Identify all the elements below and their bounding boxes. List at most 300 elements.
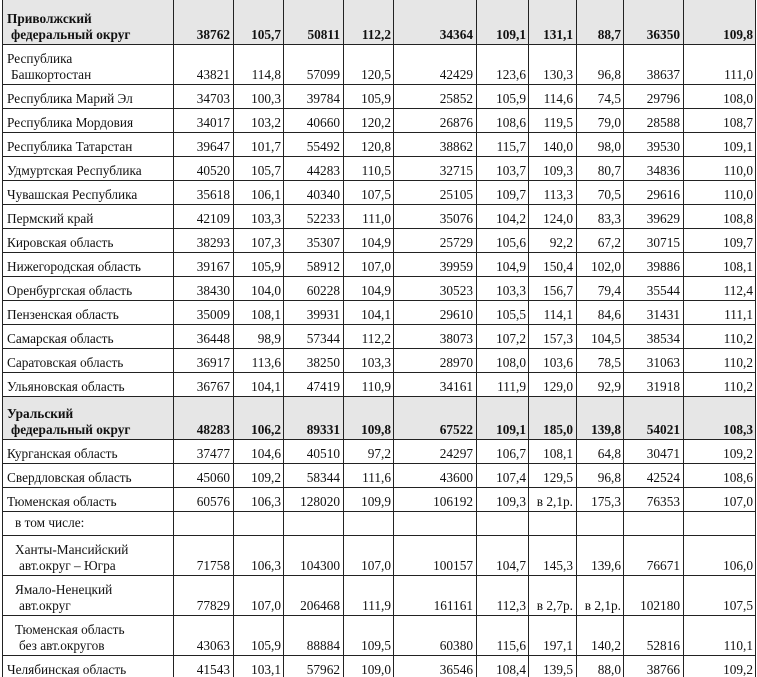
- federal-district-row: [3, 0, 756, 45]
- value-cell: 30471: [624, 440, 684, 464]
- value-cell: 106,3: [234, 488, 284, 512]
- value-cell: 109,3: [477, 488, 529, 512]
- empty-cell: [234, 512, 284, 536]
- value-cell: 36767: [174, 373, 234, 397]
- value-cell: 26876: [394, 109, 477, 133]
- value-cell: 114,1: [529, 301, 577, 325]
- region-name-line: Республика: [7, 51, 73, 66]
- value-cell: 57962: [284, 656, 344, 677]
- region-row: [3, 181, 756, 205]
- region-name-cell: [3, 229, 174, 253]
- empty-cell: [344, 512, 394, 536]
- value-cell: 108,4: [477, 656, 529, 677]
- value-cell: 70,5: [577, 181, 624, 205]
- value-cell: 108,8: [684, 205, 756, 229]
- value-cell: 52233: [284, 205, 344, 229]
- region-name-cell: [3, 45, 174, 85]
- value-cell: 92,9: [577, 373, 624, 397]
- value-cell: 44283: [284, 157, 344, 181]
- region-name-line: Чувашская Республика: [7, 187, 138, 202]
- value-cell: 34017: [174, 109, 234, 133]
- value-cell: 36917: [174, 349, 234, 373]
- region-name-line: Республика Татарстан: [7, 139, 133, 154]
- value-cell: 39959: [394, 253, 477, 277]
- value-cell: 25105: [394, 181, 477, 205]
- region-name-line: Оренбургская область: [7, 283, 133, 298]
- value-cell: 34703: [174, 85, 234, 109]
- empty-cell: [174, 512, 234, 536]
- region-name-cell: [3, 488, 174, 512]
- value-cell: 32715: [394, 157, 477, 181]
- value-cell: 79,0: [577, 109, 624, 133]
- region-row: [3, 253, 756, 277]
- value-cell: 76353: [624, 488, 684, 512]
- region-name-line: Ханты-Мансийский: [15, 542, 129, 557]
- value-cell: 109,1: [684, 133, 756, 157]
- value-cell: 109,1: [477, 0, 529, 45]
- value-cell: 34364: [394, 0, 477, 45]
- value-cell: 88,7: [577, 0, 624, 45]
- value-cell: 54021: [624, 397, 684, 440]
- value-cell: 55492: [284, 133, 344, 157]
- value-cell: 35009: [174, 301, 234, 325]
- region-row: [3, 373, 756, 397]
- region-name-line: федеральный округ: [11, 27, 131, 42]
- value-cell: 102,0: [577, 253, 624, 277]
- region-name-line: Приволжский: [7, 11, 92, 26]
- regional-statistics-table: [2, 0, 756, 677]
- value-cell: 39931: [284, 301, 344, 325]
- value-cell: 96,8: [577, 464, 624, 488]
- region-name-cell: [3, 85, 174, 109]
- value-cell: 105,9: [234, 253, 284, 277]
- value-cell: 107,0: [344, 536, 394, 576]
- region-name-line: Башкортостан: [11, 67, 92, 82]
- value-cell: 139,8: [577, 397, 624, 440]
- region-row: [3, 277, 756, 301]
- value-cell: 28588: [624, 109, 684, 133]
- region-name-cell: [3, 109, 174, 133]
- value-cell: 110,9: [344, 373, 394, 397]
- value-cell: 113,3: [529, 181, 577, 205]
- value-cell: 108,1: [684, 253, 756, 277]
- region-row: [3, 85, 756, 109]
- value-cell: 40510: [284, 440, 344, 464]
- value-cell: 140,0: [529, 133, 577, 157]
- region-row: [3, 325, 756, 349]
- empty-cell: [684, 512, 756, 536]
- value-cell: 25852: [394, 85, 477, 109]
- value-cell: 98,0: [577, 133, 624, 157]
- value-cell: 109,2: [234, 464, 284, 488]
- value-cell: 58912: [284, 253, 344, 277]
- region-name-line: Ямало-Ненецкий: [15, 582, 113, 597]
- value-cell: 103,7: [477, 157, 529, 181]
- value-cell: 114,6: [529, 85, 577, 109]
- value-cell: 108,7: [684, 109, 756, 133]
- value-cell: 39647: [174, 133, 234, 157]
- value-cell: в 2,1р.: [529, 488, 577, 512]
- value-cell: 109,9: [344, 488, 394, 512]
- region-name-line: Удмуртская Республика: [7, 163, 142, 178]
- value-cell: 106192: [394, 488, 477, 512]
- value-cell: 109,3: [529, 157, 577, 181]
- value-cell: 38862: [394, 133, 477, 157]
- value-cell: 111,1: [684, 301, 756, 325]
- value-cell: 108,3: [684, 397, 756, 440]
- value-cell: 109,8: [684, 0, 756, 45]
- value-cell: 67,2: [577, 229, 624, 253]
- value-cell: 41543: [174, 656, 234, 677]
- region-name-cell: [3, 133, 174, 157]
- value-cell: 115,6: [477, 616, 529, 656]
- value-cell: 129,0: [529, 373, 577, 397]
- value-cell: 104,0: [234, 277, 284, 301]
- value-cell: 104,1: [344, 301, 394, 325]
- value-cell: 105,9: [344, 85, 394, 109]
- empty-cell: [394, 512, 477, 536]
- value-cell: 31431: [624, 301, 684, 325]
- region-name-line: Пермский край: [7, 211, 94, 226]
- value-cell: 107,2: [477, 325, 529, 349]
- value-cell: 36448: [174, 325, 234, 349]
- value-cell: 106,3: [234, 536, 284, 576]
- value-cell: 31063: [624, 349, 684, 373]
- value-cell: 185,0: [529, 397, 577, 440]
- region-name-line: Пензенская область: [7, 307, 119, 322]
- value-cell: 109,8: [344, 397, 394, 440]
- value-cell: 112,4: [684, 277, 756, 301]
- value-cell: 100157: [394, 536, 477, 576]
- value-cell: 110,0: [684, 181, 756, 205]
- value-cell: 106,0: [684, 536, 756, 576]
- region-row: [3, 133, 756, 157]
- value-cell: 109,7: [684, 229, 756, 253]
- value-cell: 110,1: [684, 616, 756, 656]
- value-cell: 108,1: [234, 301, 284, 325]
- value-cell: 30715: [624, 229, 684, 253]
- value-cell: 111,9: [344, 576, 394, 616]
- value-cell: 38430: [174, 277, 234, 301]
- federal-district-row: [3, 397, 756, 440]
- region-name-cell: [3, 301, 174, 325]
- value-cell: 97,2: [344, 440, 394, 464]
- value-cell: 120,8: [344, 133, 394, 157]
- value-cell: 38534: [624, 325, 684, 349]
- value-cell: 111,9: [477, 373, 529, 397]
- region-row: [3, 656, 756, 677]
- value-cell: в 2,7р.: [529, 576, 577, 616]
- region-name-line: авт.округ – Югра: [19, 558, 116, 573]
- value-cell: 120,2: [344, 109, 394, 133]
- value-cell: 110,2: [684, 373, 756, 397]
- value-cell: 112,2: [344, 0, 394, 45]
- value-cell: 106,7: [477, 440, 529, 464]
- value-cell: в 2,1р.: [577, 576, 624, 616]
- value-cell: 38293: [174, 229, 234, 253]
- district-name-cell: [3, 0, 174, 45]
- region-row: [3, 205, 756, 229]
- value-cell: 76671: [624, 536, 684, 576]
- value-cell: 115,7: [477, 133, 529, 157]
- value-cell: 77829: [174, 576, 234, 616]
- value-cell: 105,7: [234, 0, 284, 45]
- autonomous-okrug-row: [3, 576, 756, 616]
- value-cell: 57099: [284, 45, 344, 85]
- value-cell: 103,3: [344, 349, 394, 373]
- value-cell: 29616: [624, 181, 684, 205]
- value-cell: 47419: [284, 373, 344, 397]
- value-cell: 107,0: [344, 253, 394, 277]
- value-cell: 123,6: [477, 45, 529, 85]
- region-row: [3, 157, 756, 181]
- value-cell: 58344: [284, 464, 344, 488]
- value-cell: 57344: [284, 325, 344, 349]
- value-cell: 40660: [284, 109, 344, 133]
- value-cell: 175,3: [577, 488, 624, 512]
- empty-cell: [577, 512, 624, 536]
- value-cell: 108,0: [477, 349, 529, 373]
- region-name-line: без авт.округов: [19, 638, 105, 653]
- value-cell: 43821: [174, 45, 234, 85]
- region-name-line: Курганская область: [7, 446, 118, 461]
- value-cell: 101,7: [234, 133, 284, 157]
- value-cell: 104,6: [234, 440, 284, 464]
- value-cell: 42429: [394, 45, 477, 85]
- value-cell: 124,0: [529, 205, 577, 229]
- value-cell: 108,6: [477, 109, 529, 133]
- value-cell: 50811: [284, 0, 344, 45]
- value-cell: 139,6: [577, 536, 624, 576]
- value-cell: 78,5: [577, 349, 624, 373]
- value-cell: 48283: [174, 397, 234, 440]
- region-row: [3, 109, 756, 133]
- region-name-line: Республика Марий Эл: [7, 91, 133, 106]
- value-cell: 38637: [624, 45, 684, 85]
- value-cell: 131,1: [529, 0, 577, 45]
- region-name-cell: [3, 373, 174, 397]
- value-cell: 107,3: [234, 229, 284, 253]
- value-cell: 74,5: [577, 85, 624, 109]
- caption-cell: [3, 512, 174, 536]
- value-cell: 109,7: [477, 181, 529, 205]
- autonomous-okrug-row: [3, 536, 756, 576]
- region-name-line: Ульяновская область: [7, 379, 125, 394]
- value-cell: 120,5: [344, 45, 394, 85]
- value-cell: 36546: [394, 656, 477, 677]
- region-row: [3, 488, 756, 512]
- value-cell: 140,2: [577, 616, 624, 656]
- value-cell: 29610: [394, 301, 477, 325]
- value-cell: 108,0: [684, 85, 756, 109]
- value-cell: 105,7: [234, 157, 284, 181]
- value-cell: 30523: [394, 277, 477, 301]
- value-cell: 38762: [174, 0, 234, 45]
- region-name-cell: [3, 205, 174, 229]
- region-name-line: Республика Мордовия: [7, 115, 134, 130]
- value-cell: 88,0: [577, 656, 624, 677]
- value-cell: 110,2: [684, 325, 756, 349]
- region-name-line: Тюменская область: [15, 622, 125, 637]
- region-name-line: Свердловская область: [7, 470, 132, 485]
- value-cell: 108,1: [529, 440, 577, 464]
- value-cell: 60576: [174, 488, 234, 512]
- value-cell: 84,6: [577, 301, 624, 325]
- region-name-line: Саратовская область: [7, 355, 124, 370]
- region-name-cell: [3, 181, 174, 205]
- value-cell: 109,2: [684, 440, 756, 464]
- value-cell: 107,5: [344, 181, 394, 205]
- value-cell: 42524: [624, 464, 684, 488]
- region-name-cell: [3, 464, 174, 488]
- value-cell: 88884: [284, 616, 344, 656]
- empty-cell: [529, 512, 577, 536]
- district-name-cell: [3, 397, 174, 440]
- region-name-line: Кировская область: [7, 235, 114, 250]
- value-cell: 111,0: [684, 45, 756, 85]
- value-cell: 52816: [624, 616, 684, 656]
- region-name-line: Нижегородская область: [7, 259, 141, 274]
- value-cell: 34161: [394, 373, 477, 397]
- value-cell: 103,6: [529, 349, 577, 373]
- region-row: [3, 301, 756, 325]
- value-cell: 156,7: [529, 277, 577, 301]
- value-cell: 60228: [284, 277, 344, 301]
- region-row: [3, 229, 756, 253]
- value-cell: 104,9: [344, 229, 394, 253]
- value-cell: 106,1: [234, 181, 284, 205]
- value-cell: 89331: [284, 397, 344, 440]
- value-cell: 28970: [394, 349, 477, 373]
- value-cell: 39784: [284, 85, 344, 109]
- value-cell: 206468: [284, 576, 344, 616]
- region-name-cell: [3, 325, 174, 349]
- region-name-cell: [3, 157, 174, 181]
- value-cell: 109,2: [684, 656, 756, 677]
- region-row: [3, 45, 756, 85]
- value-cell: 38766: [624, 656, 684, 677]
- empty-cell: [624, 512, 684, 536]
- value-cell: 39167: [174, 253, 234, 277]
- value-cell: 129,5: [529, 464, 577, 488]
- region-name-cell: [3, 277, 174, 301]
- value-cell: 109,5: [344, 616, 394, 656]
- value-cell: 39886: [624, 253, 684, 277]
- value-cell: 130,3: [529, 45, 577, 85]
- empty-cell: [284, 512, 344, 536]
- value-cell: 108,6: [684, 464, 756, 488]
- value-cell: 111,0: [344, 205, 394, 229]
- value-cell: 107,0: [684, 488, 756, 512]
- value-cell: 157,3: [529, 325, 577, 349]
- value-cell: 45060: [174, 464, 234, 488]
- value-cell: 64,8: [577, 440, 624, 464]
- value-cell: 104,7: [477, 536, 529, 576]
- empty-cell: [477, 512, 529, 536]
- region-name-cell: [3, 616, 174, 656]
- value-cell: 96,8: [577, 45, 624, 85]
- value-cell: 39629: [624, 205, 684, 229]
- region-name-line: Челябинская область: [7, 662, 127, 677]
- value-cell: 110,2: [684, 349, 756, 373]
- value-cell: 103,2: [234, 109, 284, 133]
- value-cell: 29796: [624, 85, 684, 109]
- value-cell: 104,9: [477, 253, 529, 277]
- value-cell: 104300: [284, 536, 344, 576]
- value-cell: 35076: [394, 205, 477, 229]
- region-name-cell: [3, 253, 174, 277]
- region-name-cell: [3, 576, 174, 616]
- value-cell: 111,6: [344, 464, 394, 488]
- value-cell: 98,9: [234, 325, 284, 349]
- region-name-cell: [3, 656, 174, 677]
- value-cell: 79,4: [577, 277, 624, 301]
- value-cell: 110,0: [684, 157, 756, 181]
- value-cell: 40340: [284, 181, 344, 205]
- value-cell: 105,5: [477, 301, 529, 325]
- value-cell: 42109: [174, 205, 234, 229]
- region-name-cell: [3, 536, 174, 576]
- value-cell: 38250: [284, 349, 344, 373]
- value-cell: 37477: [174, 440, 234, 464]
- region-name-line: авт.округ: [19, 598, 71, 613]
- value-cell: 31918: [624, 373, 684, 397]
- value-cell: 35618: [174, 181, 234, 205]
- value-cell: 34836: [624, 157, 684, 181]
- value-cell: 150,4: [529, 253, 577, 277]
- subgroup-caption-row: [3, 512, 756, 536]
- value-cell: 35544: [624, 277, 684, 301]
- value-cell: 114,8: [234, 45, 284, 85]
- region-name-cell: [3, 349, 174, 373]
- value-cell: 25729: [394, 229, 477, 253]
- value-cell: 107,5: [684, 576, 756, 616]
- value-cell: 92,2: [529, 229, 577, 253]
- value-cell: 105,9: [477, 85, 529, 109]
- value-cell: 107,0: [234, 576, 284, 616]
- value-cell: 109,0: [344, 656, 394, 677]
- value-cell: 145,3: [529, 536, 577, 576]
- value-cell: 83,3: [577, 205, 624, 229]
- region-name-line: Уральский: [7, 406, 74, 421]
- value-cell: 71758: [174, 536, 234, 576]
- region-name-line: Тюменская область: [7, 494, 117, 509]
- value-cell: 43063: [174, 616, 234, 656]
- region-row: [3, 349, 756, 373]
- region-name-line: федеральный округ: [11, 422, 131, 437]
- value-cell: 197,1: [529, 616, 577, 656]
- value-cell: 39530: [624, 133, 684, 157]
- value-cell: 107,4: [477, 464, 529, 488]
- value-cell: 113,6: [234, 349, 284, 373]
- value-cell: 103,3: [234, 205, 284, 229]
- value-cell: 43600: [394, 464, 477, 488]
- value-cell: 102180: [624, 576, 684, 616]
- value-cell: 104,2: [477, 205, 529, 229]
- value-cell: 103,1: [234, 656, 284, 677]
- autonomous-okrug-row: [3, 616, 756, 656]
- region-name-cell: [3, 440, 174, 464]
- value-cell: 104,9: [344, 277, 394, 301]
- value-cell: 110,5: [344, 157, 394, 181]
- value-cell: 161161: [394, 576, 477, 616]
- value-cell: 105,6: [477, 229, 529, 253]
- value-cell: 106,2: [234, 397, 284, 440]
- value-cell: 35307: [284, 229, 344, 253]
- value-cell: 104,5: [577, 325, 624, 349]
- value-cell: 119,5: [529, 109, 577, 133]
- value-cell: 40520: [174, 157, 234, 181]
